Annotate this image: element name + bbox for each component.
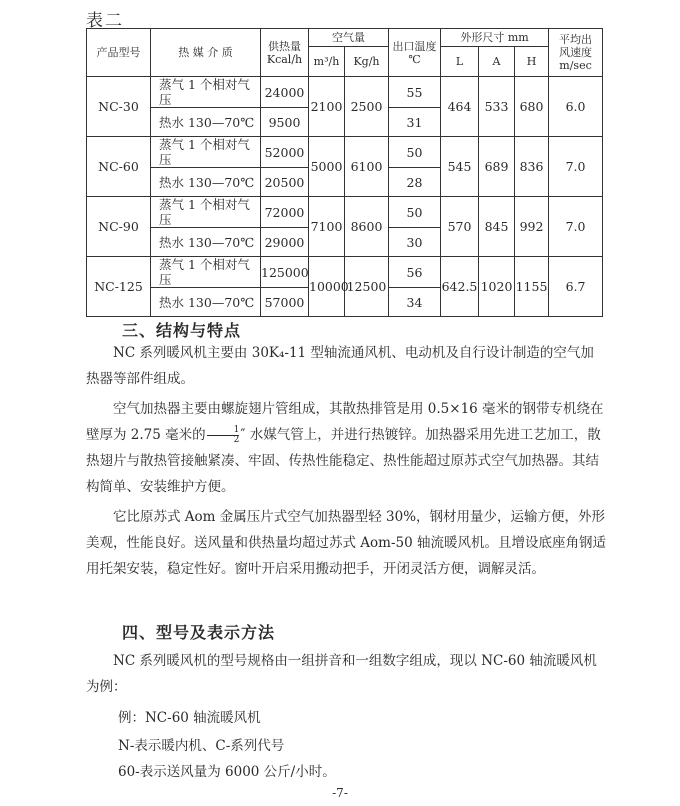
- paragraph-2-text-b: ″ 水媒气管上，并进行热镀锌。加热器采用先进工艺加工，散热翅片与散热管接触紧凑、牢固、传热性能稳定、热性能超过原苏式空气加热器。其结构简单、安装维护方便。: [86, 427, 601, 495]
- air-m3-cell: 5000: [309, 137, 345, 197]
- medium-water-cell: 热水 130—70℃: [151, 108, 261, 137]
- heat-cell: 24000: [261, 77, 309, 108]
- heat-cell: 72000: [261, 197, 309, 228]
- fraction-numerator: 1: [207, 426, 240, 436]
- dim-h-cell: 992: [515, 197, 549, 257]
- table-row: [87, 257, 603, 288]
- model-cell: NC-60: [87, 137, 151, 197]
- speed-cell: 7.0: [549, 137, 603, 197]
- header-dim-a: A: [479, 47, 515, 77]
- section-4-paragraph-1: NC 系列暖风机的型号规格由一组拼音和一组数字组成，现以 NC-60 轴流暖风机为例：: [86, 653, 597, 695]
- header-dim-h: H: [515, 47, 549, 77]
- model-cell: NC-125: [87, 257, 151, 317]
- model-cell: NC-90: [87, 197, 151, 257]
- model-cell: NC-30: [87, 77, 151, 137]
- dim-l-cell: 464: [441, 77, 479, 137]
- paragraph-2-text-a: 空气加热器主要由螺旋翅片管组成，其散热排管是用 0.5×16 毫米的钢带专机绕在壁厚为 2.75 毫米的: [86, 401, 604, 443]
- temp-cell: 34: [389, 288, 441, 317]
- heat-cell: 20500: [261, 168, 309, 197]
- table-row: [87, 137, 603, 168]
- example-line: 例：NC-60 轴流暖风机: [118, 710, 261, 726]
- section-3-paragraph-1: NC 系列暖风机主要由 30K₄-11 型轴流通风机、电动机及自行设计制造的空气加热器等部件组成。: [86, 345, 594, 387]
- header-air-m3: m³/h: [309, 47, 345, 77]
- table-row: [87, 197, 603, 228]
- dim-l-cell: 642.5: [441, 257, 479, 317]
- heat-cell: 9500: [261, 108, 309, 137]
- header-air: 空气量: [309, 29, 389, 47]
- speed-cell: 7.0: [549, 197, 603, 257]
- dim-h-cell: 836: [515, 137, 549, 197]
- air-m3-cell: 10000: [309, 257, 345, 317]
- header-speed: 平均出 风速度 m/sec: [549, 29, 603, 77]
- temp-cell: 30: [389, 228, 441, 257]
- medium-water-cell: 热水 130—70℃: [151, 228, 261, 257]
- fraction-half: [207, 426, 240, 445]
- explanation-line-2: 60-表示送风量为 6000 公斤/小时。: [118, 764, 336, 780]
- section-3-paragraph-2: [86, 396, 606, 500]
- temp-cell: 55: [389, 77, 441, 108]
- dim-h-cell: 680: [515, 77, 549, 137]
- air-kg-cell: 6100: [345, 137, 389, 197]
- header-model: 产品型号: [87, 29, 151, 77]
- air-m3-cell: 2100: [309, 77, 345, 137]
- air-kg-cell: 12500: [345, 257, 389, 317]
- temp-cell: 50: [389, 197, 441, 228]
- heat-cell: 29000: [261, 228, 309, 257]
- dim-l-cell: 545: [441, 137, 479, 197]
- medium-steam-cell: 蒸气 1 个相对气压: [151, 197, 261, 228]
- temp-cell: 28: [389, 168, 441, 197]
- explanation-line-1: N-表示暖内机、C-系列代号: [118, 738, 285, 754]
- section-3-paragraph-3: 它比原苏式 Aom 金属压片式空气加热器型轻 30%，钢材用量少，运输方便，外形美观，性能良好。送风量和供热量均超过苏式 Aom-50 轴流暖风机。且增设底座角钢适用托架安装，稳定性好。窗叶开启采用搬动把手，开闭灵活方便，调解灵活。: [86, 509, 606, 577]
- heat-cell: 125000: [261, 257, 309, 288]
- medium-water-cell: 热水 130—70℃: [151, 168, 261, 197]
- dim-a-cell: 1020: [479, 257, 515, 317]
- section-4-heading: 四、型号及表示方法: [122, 623, 276, 642]
- page-number: -7-: [332, 786, 348, 800]
- header-dim-l: L: [441, 47, 479, 77]
- medium-water-cell: 热水 130—70℃: [151, 288, 261, 317]
- heat-cell: 52000: [261, 137, 309, 168]
- medium-steam-cell: 蒸气 1 个相对气压: [151, 77, 261, 108]
- header-medium: 热 媒 介 质: [151, 29, 261, 77]
- air-kg-cell: 8600: [345, 197, 389, 257]
- header-air-kg: Kg/h: [345, 47, 389, 77]
- dim-a-cell: 533: [479, 77, 515, 137]
- dim-h-cell: 1155: [515, 257, 549, 317]
- temp-cell: 56: [389, 257, 441, 288]
- speed-cell: 6.7: [549, 257, 603, 317]
- fraction-denominator: 2: [233, 435, 240, 445]
- table-caption: 表二: [86, 11, 124, 31]
- table-row: [87, 77, 603, 108]
- temp-cell: 50: [389, 137, 441, 168]
- section-3-heading: 三、结构与特点: [122, 321, 242, 340]
- medium-steam-cell: 蒸气 1 个相对气压: [151, 137, 261, 168]
- temp-cell: 31: [389, 108, 441, 137]
- header-heat: 供热量 Kcal/h: [261, 29, 309, 77]
- heat-cell: 57000: [261, 288, 309, 317]
- dim-a-cell: 689: [479, 137, 515, 197]
- air-m3-cell: 7100: [309, 197, 345, 257]
- medium-steam-cell: 蒸气 1 个相对气压: [151, 257, 261, 288]
- dim-a-cell: 845: [479, 197, 515, 257]
- header-outlet: 出口温度 ℃: [389, 29, 441, 77]
- header-dims: 外形尺寸 mm: [441, 29, 549, 47]
- speed-cell: 6.0: [549, 77, 603, 137]
- air-kg-cell: 2500: [345, 77, 389, 137]
- specs-table: [86, 28, 603, 317]
- dim-l-cell: 570: [441, 197, 479, 257]
